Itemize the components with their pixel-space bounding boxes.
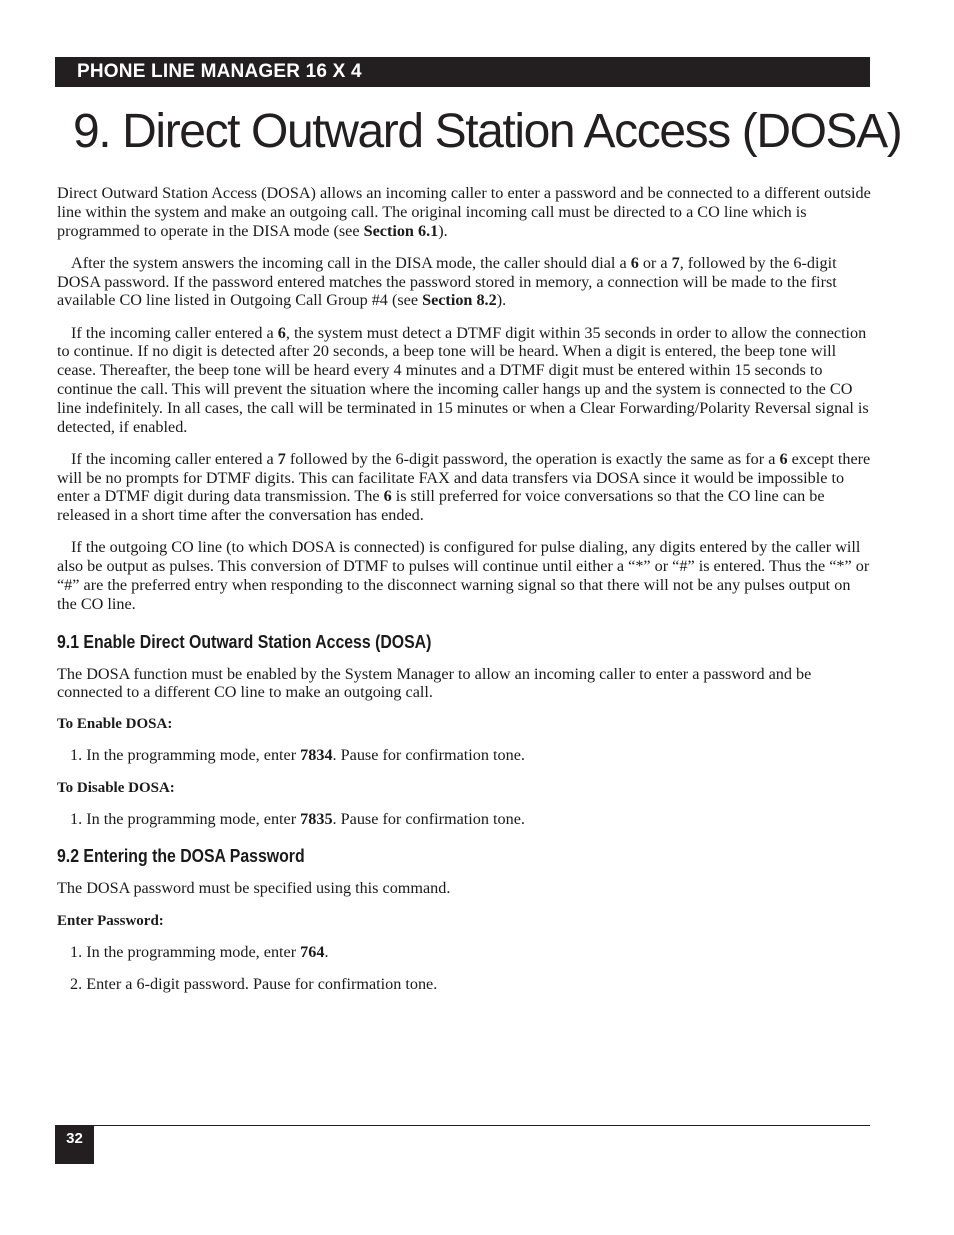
section-9-1-intro: The DOSA function must be enabled by the System Manager to allow an incoming caller to enter a password and be connected to a different CO line to make an outgoing call. <box>57 664 812 702</box>
enter-password-heading: Enter Password: <box>57 912 164 929</box>
enable-dosa-heading: To Enable DOSA: <box>57 716 173 733</box>
chapter-title: 9. Direct Outward Station Access (DOSA) <box>73 105 902 158</box>
enter-password-step-1: 1. In the programming mode, enter 764. <box>70 942 329 961</box>
page-number: 32 <box>55 1125 94 1164</box>
paragraph-intro: Direct Outward Station Access (DOSA) allows an incoming caller to enter a password and be connected to a different outside line within the system and make an outgoing call. The original incoming call must be directed to a CO line which is programmed to operate in the DISA mode (see Section 6.1). <box>57 184 871 240</box>
section-heading-9-1: 9.1 Enable Direct Outward Station Access (DOSA) <box>57 631 432 652</box>
disable-dosa-step: 1. In the programming mode, enter 7835. Pause for confirmation tone. <box>70 809 525 828</box>
paragraph-pulse-dialing: If the outgoing CO line (to which DOSA is connected) is configured for pulse dialing, any digits entered by the caller will also be output as pulses. This conversion of DTMF to pulses will continue until either a “*” or “#” is entered. Thus the “*” or “#” are the preferred entry when responding to the disconnect warning signal so that there will not be any pulses output on the CO line. <box>57 538 870 613</box>
disable-dosa-heading: To Disable DOSA: <box>57 779 175 796</box>
paragraph-option-7: If the incoming caller entered a 7 followed by the 6-digit password, the operation is exactly the same as for a 6 except there will be no prompts for DTMF digits. This can facilitate FAX and data transfers via DOSA since it would be impossible to enter a DTMF digit during data transmission. The 6 is still preferred for voice conversations so that the CO line can be released in a short time after the conversation has ended. <box>57 449 871 525</box>
section-9-2-intro: The DOSA password must be specified using this command. <box>57 879 451 898</box>
paragraph-option-6: If the incoming caller entered a 6, the system must detect a DTMF digit within 35 seconds in order to allow the connection to continue. If no digit is detected after 20 seconds, a beep tone will be heard. When a digit is entered, the beep tone will cease. Thereafter, the beep tone will be heard every 4 minutes and a DTMF digit must be entered within 15 seconds to continue the call. This will prevent the situation where the incoming caller hangs up and the system is connected to the CO line indefinitely. In all cases, the call will be terminated in 15 minutes or when a Clear Forwarding/Polarity Reversal signal is detected, if enabled. <box>57 323 869 436</box>
paragraph-answer: After the system answers the incoming call in the DISA mode, the caller should dial a 6 or a 7, followed by the 6-digit DOSA password. If the password entered matches the password stored in memory, a connection will be made to the first available CO line listed in Outgoing Call Group #4 (see Section 8.2). <box>57 253 837 310</box>
footer-rule <box>55 1125 870 1126</box>
section-heading-9-2: 9.2 Entering the DOSA Password <box>57 846 305 867</box>
enter-password-step-2: 2. Enter a 6-digit password. Pause for confirmation tone. <box>70 974 438 993</box>
page-body <box>57 184 871 1007</box>
enable-dosa-step: 1. In the programming mode, enter 7834. Pause for confirmation tone. <box>70 746 525 765</box>
running-header: PHONE LINE MANAGER 16 X 4 <box>55 57 870 87</box>
